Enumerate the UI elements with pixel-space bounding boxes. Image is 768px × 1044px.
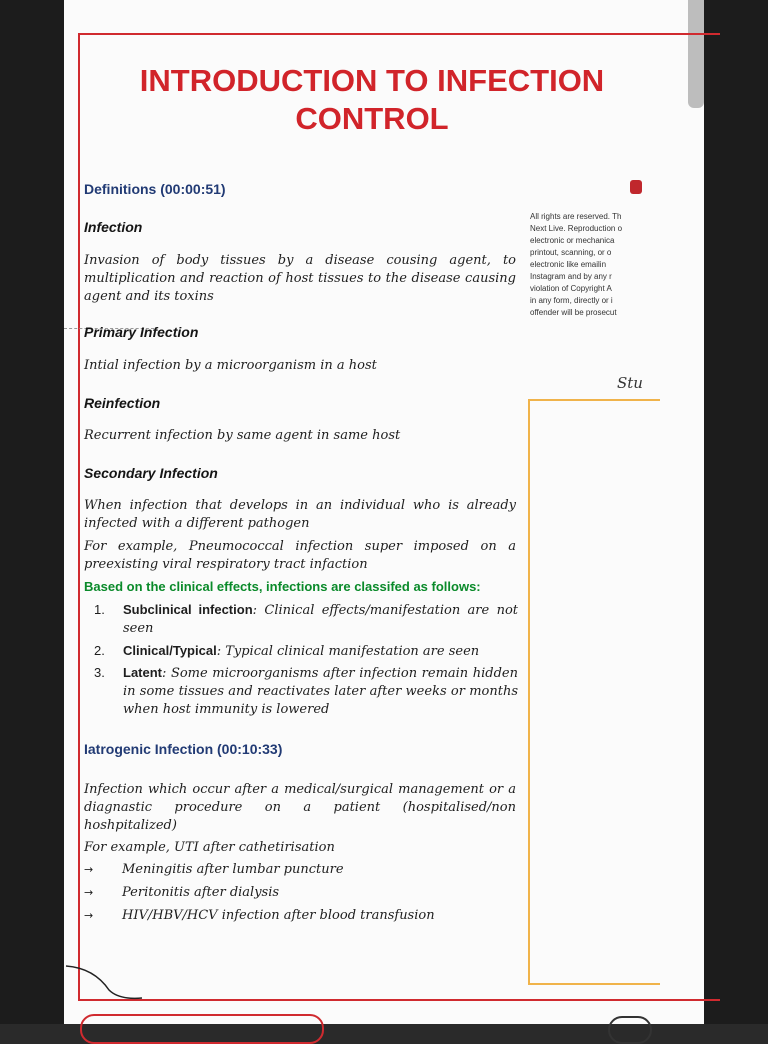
copyright-line: electronic or mechanica	[530, 236, 615, 245]
secondary-heading: Secondary Infection	[84, 465, 218, 481]
copyright-line: offender will be prosecut	[530, 308, 617, 317]
list-text: : Some microorganisms after infection remain hidden in some tissues and reactivates later after weeks or months when host immunity is lowered	[123, 666, 518, 717]
list-text: : Typical clinical manifestation are seen	[216, 644, 480, 659]
bottom-circle-icon	[608, 1016, 652, 1044]
arrow-item-text: Peritonitis after dialysis	[122, 885, 280, 900]
copyright-line: Instagram and by any r	[530, 272, 612, 281]
list-term: Clinical/Typical	[123, 643, 217, 658]
arrow-item-text: HIV/HBV/HCV infection after blood transfusion	[122, 908, 435, 923]
reinfection-heading: Reinfection	[84, 395, 161, 411]
list-term: Latent	[123, 665, 162, 680]
secondary-text: When infection that develops in an individual who is already infected with a different pathogen	[84, 498, 516, 531]
bottom-red-badge	[80, 1014, 324, 1044]
copyright-notice	[530, 211, 642, 319]
list-text: : Clinical effects/manifestation are not seen	[123, 603, 518, 636]
copyright-line: printout, scanning, or o	[530, 248, 612, 257]
list-number: 1.	[94, 602, 105, 617]
side-heading: Stu	[617, 374, 643, 392]
reinfection-text: Recurrent infection by same agent in same host	[84, 428, 401, 443]
infection-heading: Infection	[84, 219, 143, 235]
title-line-1: INTRODUCTION TO INFECTION	[139, 63, 605, 98]
arrow-item	[84, 862, 344, 877]
arrow-item-text: Meningitis after lumbar puncture	[122, 862, 344, 877]
page-curl-mark	[64, 960, 144, 1000]
primary-text: Intial infection by a microorganism in a host	[84, 358, 377, 373]
notes-box	[528, 399, 660, 985]
title-line-2: CONTROL	[295, 101, 449, 136]
scan-left-edge	[0, 0, 64, 1024]
arrow-icon: →	[84, 863, 94, 876]
classification-intro: Based on the clinical effects, infections are classifed as follows:	[84, 579, 481, 594]
list-number: 3.	[94, 665, 105, 680]
list-item	[94, 642, 518, 661]
infection-text: Invasion of body tissues by a disease cousing agent, to multiplication and reaction of host tissues to the disease causing agent and its toxins	[84, 253, 516, 304]
primary-heading: Primary Infection	[84, 324, 199, 340]
iatrogenic-text: Infection which occur after a medical/surgical management or a diagnastic procedure on a patient (hospitalised/non hoshpitalized)	[84, 782, 516, 833]
copyright-line: Next Live. Reproduction o	[530, 224, 623, 233]
copyright-line: All rights are reserved. Th	[530, 212, 622, 221]
definitions-heading: Definitions (00:00:51)	[84, 181, 226, 197]
arrow-icon: →	[84, 909, 94, 922]
arrow-item	[84, 908, 435, 923]
secondary-example: For example, Pneumococcal infection super imposed on a preexisting viral respiratory tract infaction	[84, 539, 516, 572]
arrow-item	[84, 885, 279, 900]
copyright-line: in any form, directly or i	[530, 296, 613, 305]
red-marker-icon	[630, 180, 642, 194]
copyright-line: electronic like emailin	[530, 260, 607, 269]
list-term: Subclinical infection	[123, 602, 253, 617]
page-title	[90, 62, 654, 138]
list-number: 2.	[94, 643, 105, 658]
iatrogenic-heading: Iatrogenic Infection (00:10:33)	[84, 741, 283, 757]
list-item	[94, 664, 518, 719]
arrow-icon: →	[84, 886, 94, 899]
iatrogenic-example: For example, UTI after cathetirisation	[84, 840, 335, 855]
list-item	[94, 601, 518, 638]
copyright-line: violation of Copyright A	[530, 284, 612, 293]
